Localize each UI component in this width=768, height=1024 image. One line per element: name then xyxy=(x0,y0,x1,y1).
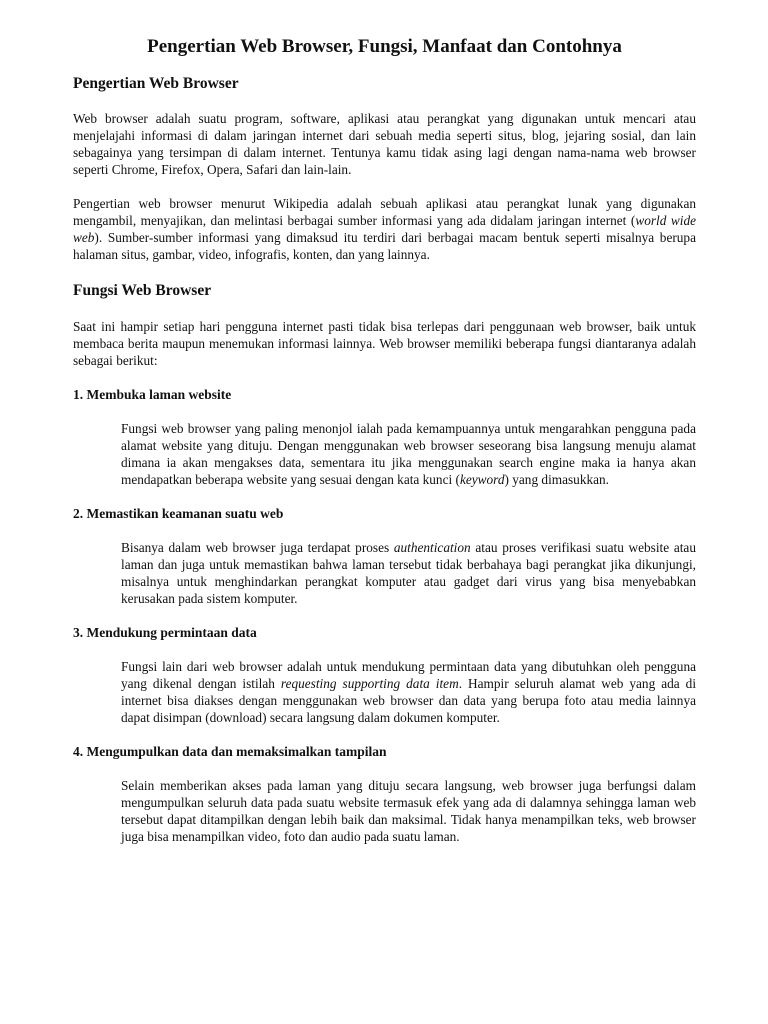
paragraph-text: Fungsi lain dari web browser adalah untuk mendukung permintaan data yang dibutuhkan oleh pengguna yang dikenal dengan istilah xyxy=(121,659,696,691)
paragraph-text: Pengertian web browser menurut Wikipedia adalah sebuah aplikasi atau perangkat lunak yang digunakan mengambil, menyajikan, dan melintasi berbagai sumber informasi yang ada didalam jaringan internet ( xyxy=(73,196,696,228)
emphasis-text: requesting supporting data item xyxy=(280,676,459,691)
page-title: Pengertian Web Browser, Fungsi, Manfaat dan Contohnya xyxy=(147,36,622,57)
paragraph-text: Bisanya dalam web browser juga terdapat proses xyxy=(121,540,394,555)
paragraph-text: . Hampir seluruh alamat web yang ada di internet bisa diakses dengan menggunakan web browser dan data yang berupa foto atau media lainnya dapat disimpan (download) secara langsung dalam dokumen komputer. xyxy=(121,676,697,725)
emphasis-text: world wide web xyxy=(73,213,696,245)
subheading-item-4: 4. Mengumpulkan data dan memaksimalkan tampilan xyxy=(73,744,387,759)
paragraph-item-3 xyxy=(73,658,696,726)
paragraph-text: ) yang dimasukkan. xyxy=(504,472,610,487)
paragraph-item-4: Selain memberikan akses pada laman yang dituju secara langsung, web browser juga berfungsi dalam mengumpulkan seluruh data pada suatu website termasuk efek yang ada di dalamnya sehingga laman web tersebut dapat ditampilkan dengan lebih baik dan maksimal. Tidak hanya menampilkan teks, web browser juga bisa menampilkan video, foto dan audio pada suatu laman. xyxy=(121,778,696,844)
subheading-item-1: 1. Membuka laman website xyxy=(73,387,232,402)
paragraph-text: atau proses verifikasi suatu website atau laman dan juga untuk memastikan bahwa laman tersebut tidak berbahaya bagi perangkat jika dikunjungi, misalnya untuk menghindarkan perangkat komputer atau gadget dari virus yang bisa menyebabkan kerusakan pada sistem komputer. xyxy=(121,540,696,606)
paragraph-text: Fungsi web browser yang paling menonjol ialah pada kemampuannya untuk mengarahkan pengguna pada alamat website yang dituju. Dengan menggunakan web browser seseorang bisa langsung menuju alamat dimana ia akan mengakses data, sementara itu jika menggunakan search engine maka ia hanya akan mendapatkan beberapa website yang sesuai dengan kata kunci ( xyxy=(121,421,696,487)
subheading-item-3: 3. Mendukung permintaan data xyxy=(73,625,257,640)
section-heading-fungsi: Fungsi Web Browser xyxy=(73,282,212,299)
emphasis-text: keyword xyxy=(459,472,505,487)
paragraph-pengertian-1: Web browser adalah suatu program, software, aplikasi atau perangkat yang digunakan untuk mencari atau menjelajahi informasi di dalam jaringan internet dari sebuah media seperti situs, blog, jejaring sosial, dan lain sebagainya yang tersimpan di dalam internet. Tentunya kamu tidak asing lagi dengan nama-nama web browser seperti Chrome, Firefox, Opera, Safari dan lain-lain. xyxy=(73,111,696,177)
subheading-item-2: 2. Memastikan keamanan suatu web xyxy=(73,506,284,521)
paragraph-item-2 xyxy=(73,539,696,607)
section-heading-pengertian: Pengertian Web Browser xyxy=(73,75,239,92)
paragraph-text: ). Sumber-sumber informasi yang dimaksud itu terdiri dari berbagai macam bentuk seperti misalnya berupa halaman situs, gambar, video, infografis, konten, dan yang lainnya. xyxy=(73,230,696,262)
paragraph-fungsi-intro: Saat ini hampir setiap hari pengguna internet pasti tidak bisa terlepas dari penggunaan web browser, baik untuk membaca berita maupun menemukan informasi lainnya. Web browser memiliki beberapa fungsi diantaranya adalah sebagai berikut: xyxy=(73,319,696,368)
paragraph-item-1 xyxy=(73,420,696,488)
paragraph-pengertian-2 xyxy=(73,195,696,263)
emphasis-text: authentication xyxy=(393,540,471,555)
